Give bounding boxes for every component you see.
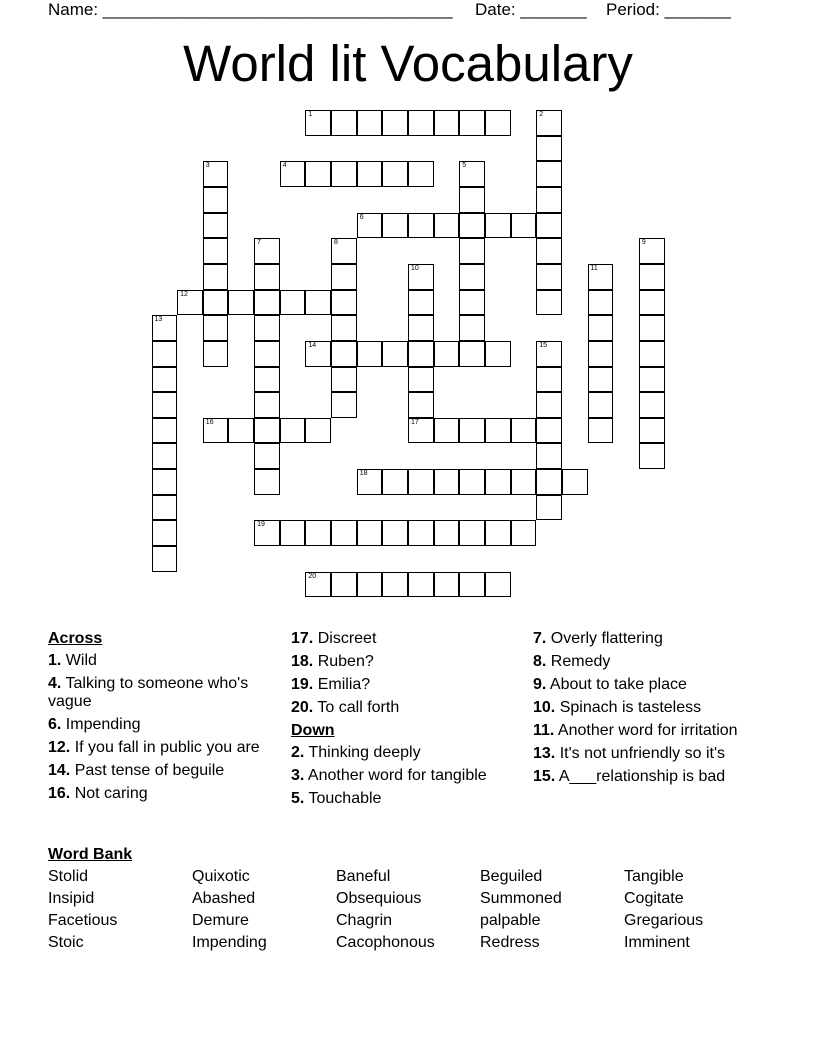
crossword-cell[interactable] [382, 341, 408, 367]
crossword-cell[interactable] [203, 315, 229, 341]
crossword-cell[interactable] [588, 418, 614, 444]
crossword-cell[interactable] [485, 341, 511, 367]
clue-text: Another word for irritation [557, 722, 738, 739]
word-bank-word: Stolid [48, 868, 89, 885]
crossword-cell[interactable] [639, 367, 665, 393]
cell-clue-number: 3 [205, 162, 210, 170]
clue-text: If you fall in public you are [74, 739, 260, 756]
crossword-cell[interactable] [331, 341, 357, 367]
word-bank-word: Facetious [48, 912, 118, 929]
crossword-cell[interactable] [357, 341, 383, 367]
crossword-cell[interactable] [357, 469, 383, 495]
crossword-cell[interactable] [536, 238, 562, 264]
clue-text: A___relationship is bad [558, 768, 726, 785]
crossword-cell[interactable] [434, 110, 460, 136]
crossword-cell[interactable] [536, 443, 562, 469]
word-bank-word: Cacophonous [336, 934, 435, 951]
crossword-cell[interactable] [280, 520, 306, 546]
crossword-cell[interactable] [588, 392, 614, 418]
crossword-cell[interactable] [485, 110, 511, 136]
crossword-cell[interactable] [511, 213, 537, 239]
crossword-cell[interactable] [331, 367, 357, 393]
clue-number: 12. [48, 739, 71, 756]
crossword-cell[interactable] [280, 290, 306, 316]
crossword-cell[interactable] [152, 469, 178, 495]
word-bank-word: Chagrin [336, 912, 393, 929]
crossword-cell[interactable] [639, 443, 665, 469]
crossword-cell[interactable] [152, 520, 178, 546]
crossword-cell[interactable] [203, 187, 229, 213]
crossword-cell[interactable] [434, 572, 460, 598]
crossword-cell[interactable] [203, 341, 229, 367]
crossword-cell[interactable] [152, 546, 178, 572]
crossword-cell[interactable] [228, 418, 254, 444]
crossword-cell[interactable] [331, 392, 357, 418]
crossword-cell[interactable] [254, 315, 280, 341]
clue-text: Another word for tangible [307, 767, 487, 784]
cell-clue-number: 19 [257, 521, 265, 529]
crossword-cell[interactable] [536, 264, 562, 290]
crossword-cell[interactable] [485, 469, 511, 495]
crossword-cell[interactable] [408, 264, 434, 290]
crossword-cell[interactable] [331, 264, 357, 290]
crossword-cell[interactable] [459, 341, 485, 367]
crossword-cell[interactable] [459, 110, 485, 136]
period-field[interactable]: Period: _______ [606, 0, 731, 19]
crossword-cell[interactable] [459, 520, 485, 546]
crossword-cell[interactable] [305, 161, 331, 187]
clue [291, 653, 511, 671]
crossword-cell[interactable] [408, 341, 434, 367]
crossword-cell[interactable] [254, 238, 280, 264]
crossword-cell[interactable] [305, 290, 331, 316]
crossword-cell[interactable] [331, 520, 357, 546]
crossword-cell[interactable] [485, 213, 511, 239]
cell-clue-number: 16 [205, 418, 214, 426]
crossword-cell[interactable] [254, 443, 280, 469]
crossword-cell[interactable] [408, 520, 434, 546]
crossword-cell[interactable] [203, 238, 229, 264]
word-bank-word: Obsequious [336, 890, 422, 907]
crossword-cell[interactable] [459, 469, 485, 495]
clue [48, 652, 268, 670]
crossword-cell[interactable] [382, 213, 408, 239]
crossword-cell[interactable] [203, 213, 229, 239]
crossword-cell[interactable] [331, 161, 357, 187]
crossword-cell[interactable] [357, 213, 383, 239]
crossword-cell[interactable] [254, 264, 280, 290]
crossword-cell[interactable] [152, 315, 178, 341]
crossword-cell[interactable] [536, 161, 562, 187]
word-bank-word: Insipid [48, 890, 95, 907]
clue-number: 18. [291, 653, 314, 670]
crossword-cell[interactable] [588, 264, 614, 290]
crossword-cell[interactable] [331, 572, 357, 598]
crossword-cell[interactable] [254, 341, 280, 367]
clue-number: 10. [533, 699, 556, 716]
clues-column-3 [533, 630, 773, 791]
word-bank-word: Baneful [336, 868, 391, 885]
crossword-cell[interactable] [536, 213, 562, 239]
cell-clue-number: 2 [539, 111, 544, 118]
word-bank-word: Stoic [48, 934, 84, 951]
cell-clue-number: 1 [308, 111, 313, 118]
clue-text: Impending [65, 716, 141, 733]
cell-clue-number: 20 [308, 572, 317, 580]
clue-number: 5. [291, 790, 305, 807]
crossword-cell[interactable] [331, 315, 357, 341]
down-heading: Down [291, 722, 335, 739]
crossword-cell[interactable] [203, 161, 229, 187]
crossword-cell[interactable] [331, 238, 357, 264]
crossword-cell[interactable] [434, 520, 460, 546]
crossword-cell[interactable] [459, 290, 485, 316]
crossword-cell[interactable] [254, 290, 280, 316]
crossword-cell[interactable] [382, 520, 408, 546]
crossword-cell[interactable] [408, 392, 434, 418]
cell-clue-number: 11 [590, 264, 598, 272]
crossword-cell[interactable] [459, 572, 485, 598]
clue [291, 790, 511, 808]
crossword-cell[interactable] [203, 264, 229, 290]
crossword-cell[interactable] [639, 315, 665, 341]
clue-number: 11. [533, 722, 555, 739]
crossword-cell[interactable] [588, 367, 614, 393]
clue-text: Remedy [550, 653, 611, 670]
clue-text: Wild [65, 652, 97, 669]
crossword-cell[interactable] [152, 367, 178, 393]
word-bank-word: Beguiled [480, 868, 543, 885]
clue-number: 2. [291, 744, 305, 761]
clue-number: 16. [48, 785, 71, 802]
crossword-cell[interactable] [382, 572, 408, 598]
clue-text: Spinach is tasteless [559, 699, 702, 716]
crossword-cell[interactable] [511, 418, 537, 444]
clue-number: 8. [533, 653, 547, 670]
crossword-cell[interactable] [357, 161, 383, 187]
crossword-cell[interactable] [434, 418, 460, 444]
crossword-cell[interactable] [228, 290, 254, 316]
name-field[interactable]: Name: _____________________________________ [48, 0, 453, 19]
clue-text: Thinking deeply [308, 744, 421, 761]
crossword-cell[interactable] [536, 495, 562, 521]
crossword-cell[interactable] [588, 341, 614, 367]
crossword-cell[interactable] [152, 418, 178, 444]
clue [533, 653, 773, 671]
crossword-cell[interactable] [536, 136, 562, 162]
clue [291, 767, 511, 785]
clue-text: Not caring [74, 785, 148, 802]
crossword-cell[interactable] [459, 418, 485, 444]
clue [533, 745, 773, 763]
date-field[interactable]: Date: _______ [475, 0, 587, 19]
crossword-cell[interactable] [639, 418, 665, 444]
crossword-cell[interactable] [152, 443, 178, 469]
clue [291, 676, 511, 694]
clue [533, 722, 773, 740]
crossword-cell[interactable] [459, 315, 485, 341]
crossword-cell[interactable] [408, 469, 434, 495]
crossword-cell[interactable] [357, 520, 383, 546]
crossword-cell[interactable] [511, 469, 537, 495]
crossword-cell[interactable] [357, 572, 383, 598]
crossword-cell[interactable] [305, 341, 331, 367]
crossword-cell[interactable] [536, 110, 562, 136]
clue-text: Ruben? [317, 653, 374, 670]
clue [48, 739, 268, 757]
clue-number: 7. [533, 630, 547, 647]
crossword-cell[interactable] [536, 187, 562, 213]
clue-text: Past tense of beguile [74, 762, 225, 779]
clues-column-1 [48, 630, 268, 808]
crossword-cell[interactable] [203, 418, 229, 444]
word-bank-word: Abashed [192, 890, 256, 907]
crossword-cell[interactable] [639, 264, 665, 290]
page-title: World lit Vocabulary [183, 35, 633, 92]
crossword-cell[interactable] [152, 392, 178, 418]
clue-text: About to take place [549, 676, 687, 693]
crossword-cell[interactable] [254, 418, 280, 444]
crossword-cell[interactable] [408, 110, 434, 136]
crossword-cell[interactable] [459, 187, 485, 213]
crossword-cell[interactable] [280, 418, 306, 444]
clue-number: 6. [48, 716, 62, 733]
word-bank-heading: Word Bank [48, 846, 133, 863]
crossword-cell[interactable] [382, 469, 408, 495]
crossword-cell[interactable] [434, 469, 460, 495]
clue [291, 630, 511, 648]
crossword-cell[interactable] [459, 161, 485, 187]
clue-number: 13. [533, 745, 556, 762]
crossword-cell[interactable] [305, 110, 331, 136]
crossword-cell[interactable] [536, 290, 562, 316]
word-bank-word: Summoned [480, 890, 562, 907]
cell-clue-number: 17 [411, 418, 419, 426]
clue-text: It's not unfriendly so it's [559, 745, 725, 762]
cell-clue-number: 8 [334, 239, 338, 247]
crossword-cell[interactable] [331, 110, 357, 136]
crossword-cell[interactable] [536, 418, 562, 444]
crossword-cell[interactable] [408, 418, 434, 444]
crossword-cell[interactable] [203, 290, 229, 316]
crossword-cell[interactable] [536, 341, 562, 367]
crossword-cell[interactable] [485, 418, 511, 444]
crossword-cell[interactable] [177, 290, 203, 316]
clue-text: Emilia? [317, 676, 371, 693]
crossword-cell[interactable] [408, 315, 434, 341]
cell-clue-number: 7 [257, 239, 261, 247]
crossword-cell[interactable] [382, 161, 408, 187]
crossword-cell[interactable] [254, 367, 280, 393]
across-heading: Across [48, 630, 103, 647]
crossword-cell[interactable] [639, 392, 665, 418]
clue [533, 768, 773, 786]
cell-clue-number: 9 [641, 239, 646, 247]
crossword-cell[interactable] [434, 341, 460, 367]
crossword-cell[interactable] [536, 469, 562, 495]
word-bank-word: Redress [480, 934, 540, 951]
clue-text: Overly flattering [550, 630, 663, 647]
clue-number: 1. [48, 652, 62, 669]
crossword-cell[interactable] [536, 392, 562, 418]
crossword-cell[interactable] [305, 418, 331, 444]
cell-clue-number: 18 [359, 470, 368, 478]
clue-text: Talking to someone who's vague [48, 675, 249, 710]
clue-number: 19. [291, 676, 314, 693]
crossword-cell[interactable] [305, 572, 331, 598]
crossword-cell[interactable] [254, 392, 280, 418]
crossword-cell[interactable] [408, 213, 434, 239]
cell-clue-number: 10 [411, 264, 419, 272]
crossword-cell[interactable] [536, 367, 562, 393]
cell-clue-number: 14 [308, 341, 317, 349]
crossword-cell[interactable] [408, 367, 434, 393]
crossword-cell[interactable] [408, 572, 434, 598]
clues-column-2 [291, 630, 511, 813]
crossword-cell[interactable] [152, 341, 178, 367]
clue [533, 630, 773, 648]
word-bank-list [48, 868, 768, 952]
crossword-cell[interactable] [511, 520, 537, 546]
clue-number: 14. [48, 762, 71, 779]
crossword-cell[interactable] [382, 110, 408, 136]
clue [533, 676, 773, 694]
cell-clue-number: 4 [282, 162, 287, 170]
crossword-cell[interactable] [434, 213, 460, 239]
crossword-cell[interactable] [639, 238, 665, 264]
crossword-cell[interactable] [152, 495, 178, 521]
crossword-cell[interactable] [485, 520, 511, 546]
crossword-cell[interactable] [254, 520, 280, 546]
clue-number: 20. [291, 699, 314, 716]
clue [291, 744, 511, 762]
word-bank-word: Impending [192, 934, 267, 951]
crossword-cell[interactable] [485, 572, 511, 598]
crossword-cell[interactable] [639, 290, 665, 316]
clue-number: 3. [291, 767, 305, 784]
clue-text: To call forth [317, 699, 400, 716]
clue [291, 699, 511, 717]
clue-number: 15. [533, 768, 556, 785]
crossword-cell[interactable] [562, 469, 588, 495]
cell-clue-number: 15 [539, 341, 548, 349]
crossword-cell[interactable] [305, 520, 331, 546]
crossword-cell[interactable] [408, 161, 434, 187]
crossword-cell[interactable] [280, 161, 306, 187]
clue [48, 762, 268, 780]
clue [533, 699, 773, 717]
cell-clue-number: 13 [154, 316, 163, 324]
word-bank-word: Quixotic [192, 868, 250, 885]
crossword-cell[interactable] [331, 290, 357, 316]
clue-text: Touchable [308, 790, 382, 807]
clue [48, 716, 268, 734]
word-bank [48, 846, 768, 952]
crossword-cell[interactable] [588, 290, 614, 316]
crossword-cell[interactable] [459, 264, 485, 290]
word-bank-word: Tangible [624, 868, 684, 885]
clue-text: Discreet [317, 630, 377, 647]
clue-number: 4. [48, 675, 62, 692]
crossword-cell[interactable] [459, 238, 485, 264]
cell-clue-number: 6 [359, 213, 364, 221]
crossword-cell[interactable] [639, 341, 665, 367]
word-bank-word: Imminent [624, 934, 690, 951]
crossword-cell[interactable] [459, 213, 485, 239]
cell-clue-number: 5 [462, 162, 467, 170]
crossword-cell[interactable] [357, 110, 383, 136]
clue [48, 675, 268, 711]
clue-number: 17. [291, 630, 314, 647]
word-bank-word: Gregarious [624, 912, 704, 929]
word-bank-word: Demure [192, 912, 249, 929]
crossword-cell[interactable] [254, 469, 280, 495]
word-bank-word: Cogitate [624, 890, 684, 907]
crossword-cell[interactable] [408, 290, 434, 316]
cell-clue-number: 12 [180, 290, 188, 298]
crossword-cell[interactable] [588, 315, 614, 341]
clue [48, 785, 268, 803]
word-bank-word: palpable [480, 912, 541, 929]
clue-number: 9. [533, 676, 547, 693]
